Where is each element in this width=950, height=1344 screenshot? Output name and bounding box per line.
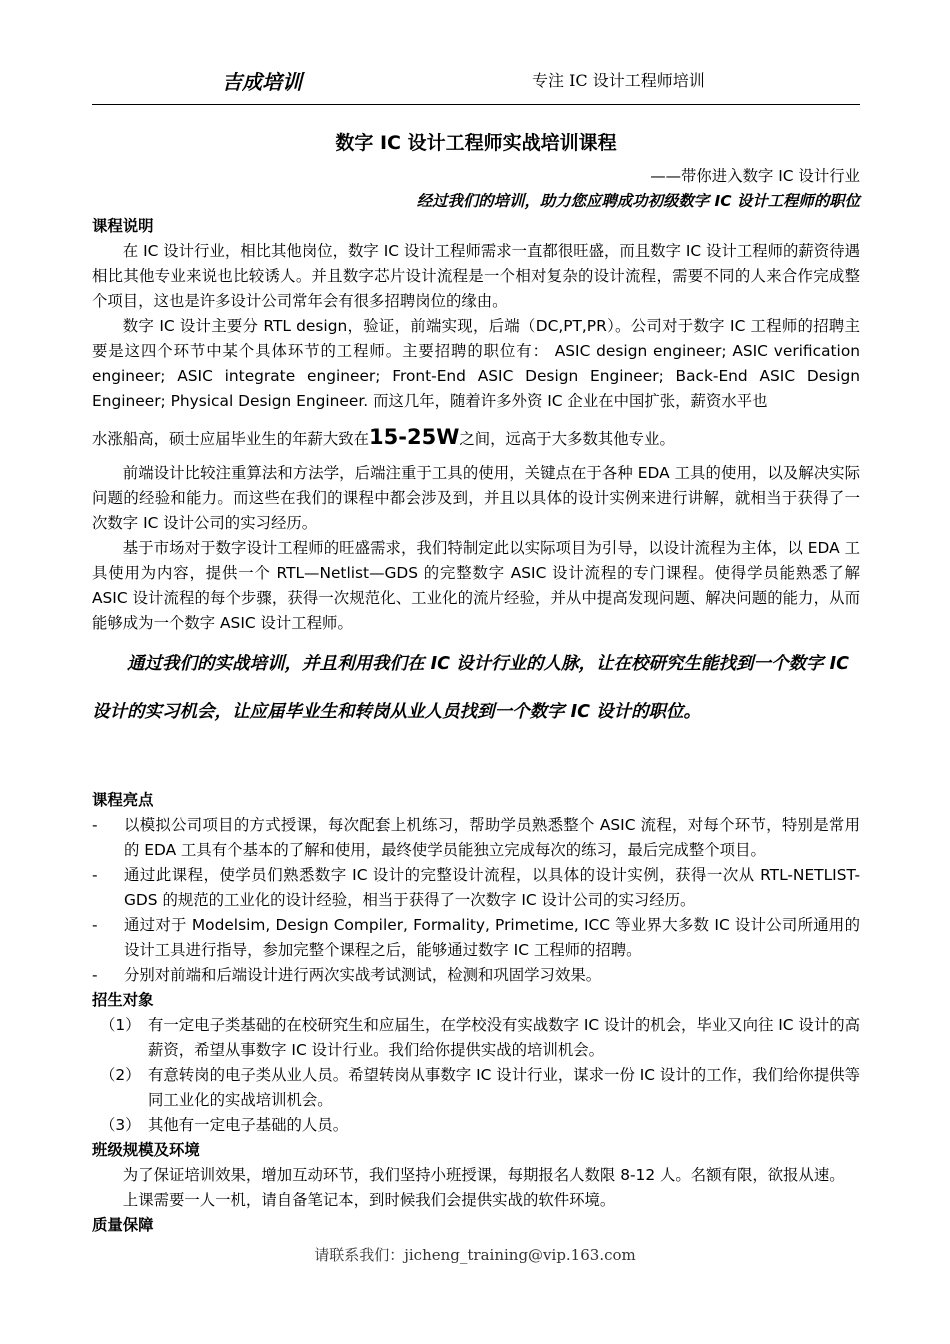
list-item: - 通过对于 Modelsim, Design Compiler, Formality, Primetime, ICC 等业界大多数 IC 设计公司所通用的设计工具进行指导，参加完整个课程之后，能够通过数字 IC 工程师的招聘。: [92, 913, 860, 963]
salary-text-after: 之间，远高于大多数其他专业。: [459, 430, 675, 448]
motto: 经过我们的培训，助力您应聘成功初级数字 IC 设计工程师的职位: [416, 192, 860, 210]
page-title: 数字 IC 设计工程师实战培训课程: [335, 132, 617, 154]
page-header: [92, 62, 860, 105]
section-heading-class: 班级规模及环境: [92, 1141, 200, 1159]
class-info-line-2: 上课需要一人一机，请自备笔记本，到时候我们会提供实战的软件环境。: [122, 1191, 616, 1209]
list-item: （3） 其他有一定电子基础的人员。: [92, 1113, 860, 1138]
list-item: - 通过此课程，使学员们熟悉数字 IC 设计的完整设计流程，以具体的设计实例，获得一次从 RTL-NETLIST-GDS 的规范的工业化的设计经验，相当于获得了一次数字 IC 设计公司的实习经历。: [92, 863, 860, 913]
section-heading-intro: 课程说明: [92, 217, 154, 235]
section-heading-audience: 招生对象: [92, 991, 154, 1009]
intro-paragraph-3: 前端设计比较注重算法和方法学，后端注重于工具的使用，关键点在于各种 EDA 工具的使用，以及解决实际问题的经验和能力。而这些在我们的课程中都会涉及到，并且以具体的设计实例来进行讲解，就相当于获得了一次数字 IC 设计公司的实习经历。: [92, 464, 860, 532]
list-item: - 以模拟公司项目的方式授课，每次配套上机练习，帮助学员熟悉整个 ASIC 流程，对每个环节，特别是常用的 EDA 工具有个基本的了解和使用，最终使学员能独立完成每次的练习，最后完成整个项目。: [92, 813, 860, 863]
item-number: （3）: [100, 1116, 141, 1134]
audience-list: [92, 1013, 860, 1138]
subtitle: ——带你进入数字 IC 设计行业: [650, 167, 860, 185]
item-number: （1）: [100, 1016, 141, 1034]
section-heading-highlights: 课程亮点: [92, 791, 154, 809]
item-number: （2）: [100, 1066, 141, 1084]
dash-bullet: -: [92, 916, 98, 934]
header-tagline: 专注 IC 设计工程师培训: [532, 71, 705, 90]
salary-range: 15-25W: [369, 425, 460, 449]
highlight-statement: 通过我们的实战培训，并且利用我们在 IC 设计行业的人脉，让在校研究生能找到一个数字 IC 设计的实习机会，让应届毕业生和转岗从业人员找到一个数字 IC 设计的职位。: [92, 654, 849, 722]
dash-bullet: -: [92, 816, 98, 834]
page-footer: 请联系我们：jicheng_training@vip.163.com: [314, 1246, 636, 1264]
list-item: （1） 有一定电子类基础的在校研究生和应届生，在学校没有实战数字 IC 设计的机会，毕业又向往 IC 设计的高薪资，希望从事数字 IC 设计行业。我们给你提供实战的培训机会。: [92, 1013, 860, 1063]
brand-name: 吉成培训: [222, 70, 302, 94]
class-info-line-1: 为了保证培训效果，增加互动环节，我们坚持小班授课，每期报名人数限 8-12 人。名额有限，欲报从速。: [122, 1166, 845, 1184]
salary-line: [92, 421, 860, 455]
dash-bullet: -: [92, 866, 98, 884]
intro-paragraph-1: 在 IC 设计行业，相比其他岗位，数字 IC 设计工程师需求一直都很旺盛，而且数字 IC 设计工程师的薪资待遇相比其他专业来说也比较诱人。并且数字芯片设计流程是一个相对复杂的设计流程，需要不同的人来合作完成整个项目，这也是许多设计公司常年会有很多招聘岗位的缘由。: [92, 242, 860, 310]
list-item: - 分别对前端和后端设计进行两次实战考试测试，检测和巩固学习效果。: [92, 963, 860, 988]
highlights-list: [92, 813, 860, 988]
document-body: [92, 128, 860, 1238]
dash-bullet: -: [92, 966, 98, 984]
intro-paragraph-2: 数字 IC 设计主要分 RTL design，验证，前端实现，后端（DC,PT,PR）。公司对于数字 IC 工程师的招聘主要是这四个环节中某个具体环节的工程师。主要招聘的职位有： ASIC design engineer; ASIC verification engineer; ASIC integrate engineer; Front-End ASIC Design Engineer; Back-End ASIC Design Engineer; Physical Design Engineer. 而这几年，随着许多外资 IC 企业在中国扩张，薪资水平也: [92, 317, 860, 410]
list-item: （2） 有意转岗的电子类从业人员。希望转岗从事数字 IC 设计行业，谋求一份 IC 设计的工作，我们给你提供等同工业化的实战培训机会。: [92, 1063, 860, 1113]
intro-paragraph-4: 基于市场对于数字设计工程师的旺盛需求，我们特制定此以实际项目为引导，以设计流程为主体，以 EDA 工具使用为内容，提供一个 RTL—Netlist—GDS 的完整数字 ASIC 设计流程的专门课程。使得学员能熟悉了解 ASIC 设计流程的每个步骤，获得一次规范化、工业化的流片经验，并从中提高发现问题、解决问题的能力，从而能够成为一个数字 ASIC 设计工程师。: [92, 539, 860, 632]
salary-text-before: 水涨船高，硕士应届毕业生的年薪大致在: [92, 430, 370, 448]
section-heading-quality: 质量保障: [92, 1216, 154, 1234]
